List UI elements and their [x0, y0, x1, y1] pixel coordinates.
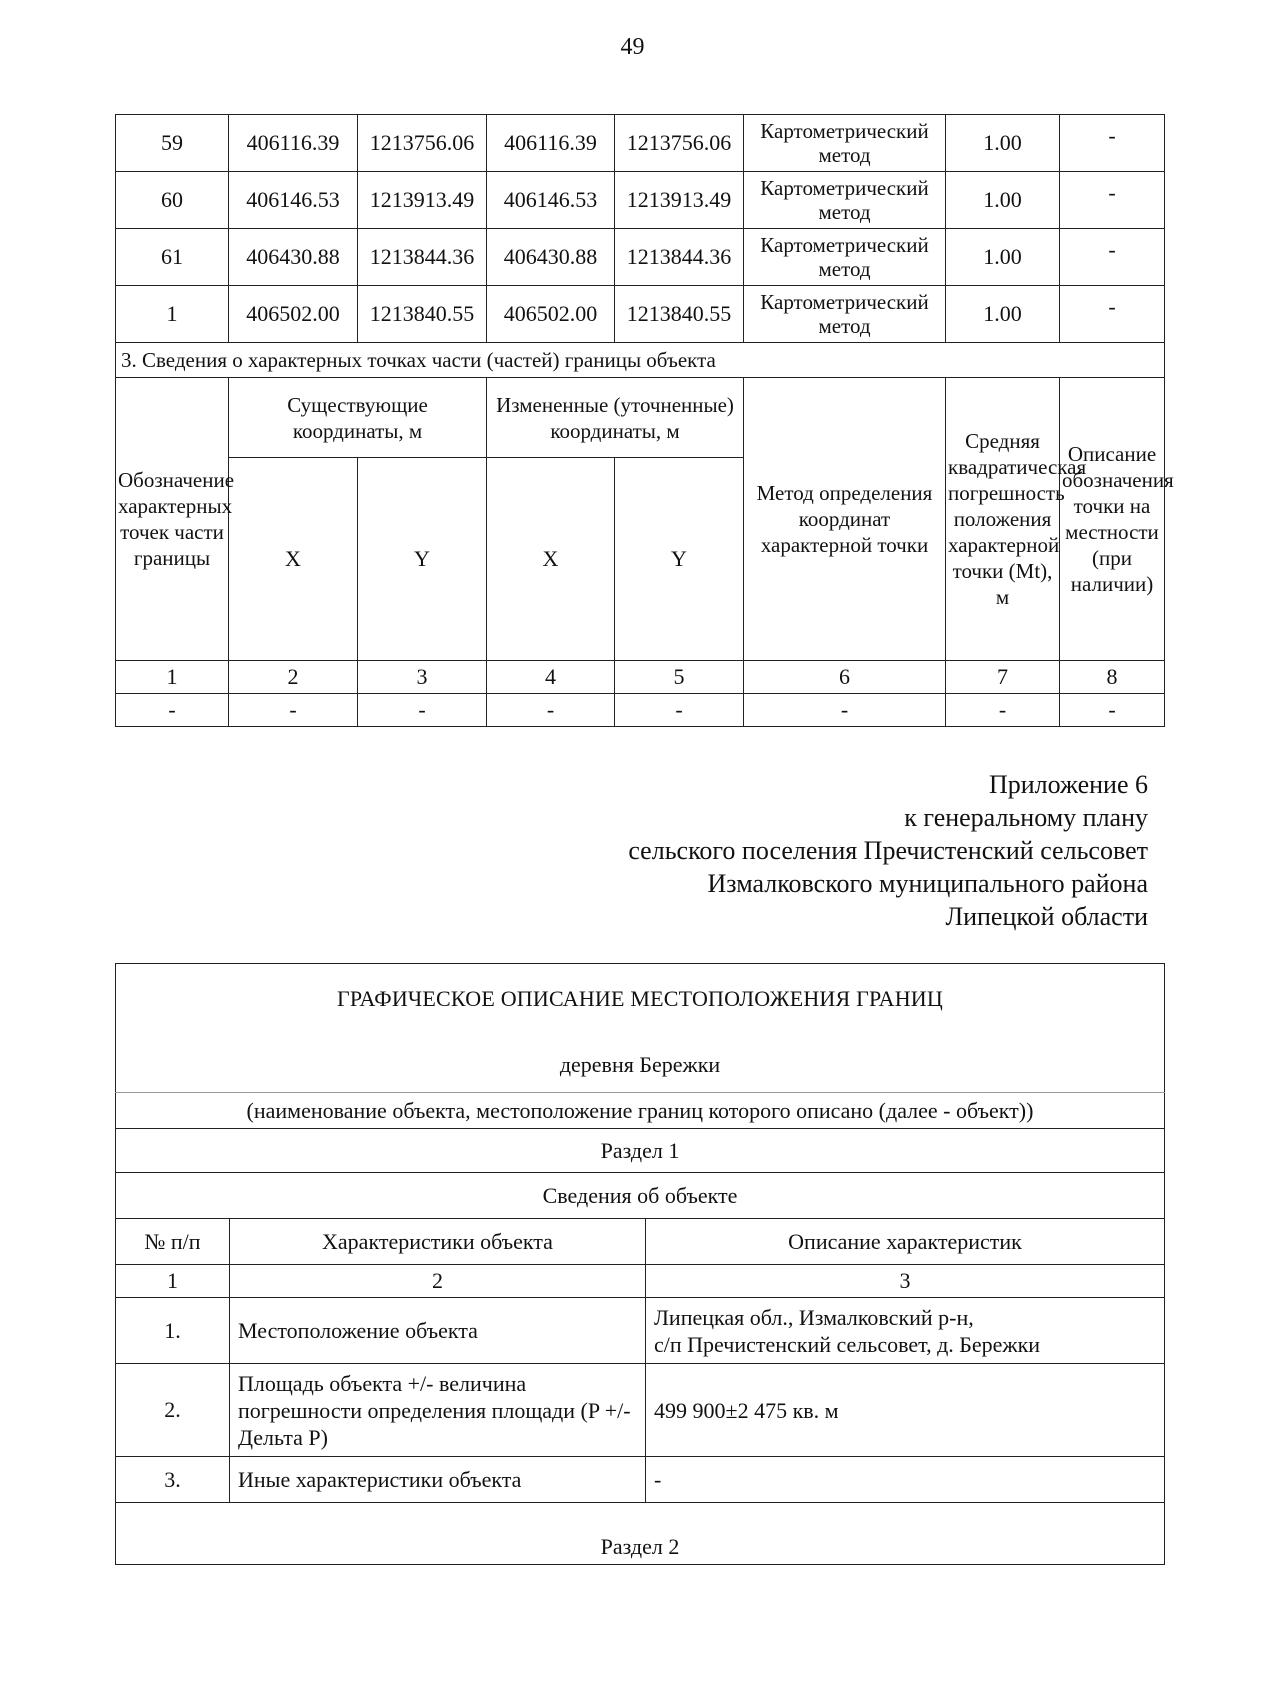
- appendix-line: Измалковского муниципального района: [707, 869, 1148, 898]
- empty-cell: -: [358, 694, 487, 727]
- column-number: 3: [358, 661, 487, 694]
- characteristic: Иные характеристики объекта: [230, 1457, 646, 1503]
- appendix-line: сельского поселения Пречистенский сельсовет: [628, 836, 1148, 865]
- header-existing-y: Y: [358, 458, 487, 661]
- appendix-line: к генеральному плану: [904, 803, 1148, 832]
- point-number: 59: [116, 115, 229, 172]
- characteristic-description: 499 900±2 475 кв. м: [646, 1364, 1165, 1457]
- changed-y: 1213756.06: [615, 115, 744, 172]
- existing-y: 1213756.06: [358, 115, 487, 172]
- header-changed-x: X: [487, 458, 615, 661]
- column-number: 3: [646, 1265, 1165, 1298]
- existing-y: 1213913.49: [358, 172, 487, 229]
- changed-x: 406146.53: [487, 172, 615, 229]
- characteristic-description: -: [646, 1457, 1165, 1503]
- appendix-line: Приложение 6: [988, 770, 1148, 799]
- point-description: -: [1060, 229, 1165, 286]
- empty-cell: -: [744, 694, 946, 727]
- empty-row: [116, 694, 1165, 727]
- header-method: Метод определения координат характерной точки: [744, 378, 946, 661]
- object-name-caption: (наименование объекта, местоположение границ которого описано (далее - объект)): [116, 1093, 1165, 1129]
- table-row: [116, 1457, 1165, 1503]
- existing-y: 1213844.36: [358, 229, 487, 286]
- changed-x: 406116.39: [487, 115, 615, 172]
- empty-cell: -: [946, 694, 1060, 727]
- existing-x: 406502.00: [229, 286, 358, 343]
- characteristic: Площадь объекта +/- величина погрешности определения площади (P +/- Дельта P): [230, 1364, 646, 1457]
- header-description: Описание характеристик: [646, 1219, 1165, 1265]
- point-description: -: [1060, 172, 1165, 229]
- table-row: [116, 286, 1165, 343]
- description-line: с/п Пречистенский сельсовет, д. Бережки: [654, 1331, 1041, 1357]
- row-number: 2.: [116, 1364, 230, 1457]
- empty-cell: -: [1060, 694, 1165, 727]
- column-numbers-row: [116, 661, 1165, 694]
- table-row: [116, 115, 1165, 172]
- empty-cell: -: [229, 694, 358, 727]
- column-numbers-row: [116, 1265, 1165, 1298]
- changed-x: 406430.88: [487, 229, 615, 286]
- changed-y: 1213913.49: [615, 172, 744, 229]
- point-number: 61: [116, 229, 229, 286]
- object-name: деревня Бережки: [559, 1052, 721, 1077]
- point-number: 60: [116, 172, 229, 229]
- coordinates-table: [115, 114, 1174, 727]
- point-description: -: [1060, 115, 1165, 172]
- table-row: [116, 1364, 1165, 1457]
- section-1-title: Сведения об объекте: [116, 1173, 1165, 1219]
- existing-x: 406146.53: [229, 172, 358, 229]
- existing-x: 406430.88: [229, 229, 358, 286]
- header-number: № п/п: [116, 1219, 230, 1265]
- header-existing-coords: Существующие координаты, м: [229, 378, 487, 458]
- section3-title: 3. Сведения о характерных точках части (частей) границы объекта: [116, 343, 1165, 378]
- characteristic: Местоположение объекта: [230, 1298, 646, 1364]
- existing-x: 406116.39: [229, 115, 358, 172]
- empty-cell: -: [615, 694, 744, 727]
- description-line: Липецкая обл., Измалковский р-н,: [654, 1304, 974, 1330]
- empty-cell: -: [487, 694, 615, 727]
- column-number: 4: [487, 661, 615, 694]
- empty-cell: -: [116, 694, 229, 727]
- header-row: [116, 1219, 1165, 1265]
- point-number: 1: [116, 286, 229, 343]
- title-block: [116, 964, 1165, 1093]
- changed-y: 1213840.55: [615, 286, 744, 343]
- mt-value: 1.00: [946, 286, 1060, 343]
- method: Картометрический метод: [744, 286, 946, 343]
- section-2-heading: Раздел 2: [116, 1503, 1165, 1565]
- table-row: [116, 1298, 1165, 1364]
- method: Картометрический метод: [744, 115, 946, 172]
- column-number: 2: [230, 1265, 646, 1298]
- mt-value: 1.00: [946, 229, 1060, 286]
- changed-x: 406502.00: [487, 286, 615, 343]
- method: Картометрический метод: [744, 172, 946, 229]
- mt-value: 1.00: [946, 115, 1060, 172]
- header-changed-y: Y: [615, 458, 744, 661]
- header-mt: Средняя квадратическая погрешность положения характерной точки (Mt), м: [946, 378, 1060, 661]
- header-existing-x: X: [229, 458, 358, 661]
- existing-y: 1213840.55: [358, 286, 487, 343]
- row-number: 3.: [116, 1457, 230, 1503]
- column-number: 1: [116, 1265, 230, 1298]
- header-characteristic: Характеристики объекта: [230, 1219, 646, 1265]
- table-row: [116, 229, 1165, 286]
- column-number: 2: [229, 661, 358, 694]
- characteristic-description: [646, 1298, 1165, 1364]
- table-row: [116, 172, 1165, 229]
- column-number: 8: [1060, 661, 1165, 694]
- mt-value: 1.00: [946, 172, 1060, 229]
- column-number: 1: [116, 661, 229, 694]
- column-number: 5: [615, 661, 744, 694]
- column-number: 6: [744, 661, 946, 694]
- header-point-description: Описание обозначения точки на местности (при наличии): [1060, 378, 1165, 661]
- point-description: -: [1060, 286, 1165, 343]
- header-changed-coords: Измененные (уточненные) координаты, м: [487, 378, 744, 458]
- row-number: 1.: [116, 1298, 230, 1364]
- header-point-designation: Обозначение характерных точек части границы: [116, 378, 229, 661]
- appendix-line: Липецкой области: [945, 902, 1148, 931]
- method: Картометрический метод: [744, 229, 946, 286]
- document-title: ГРАФИЧЕСКОЕ ОПИСАНИЕ МЕСТОПОЛОЖЕНИЯ ГРАНИЦ: [337, 986, 943, 1011]
- page-number: 49: [620, 34, 645, 60]
- changed-y: 1213844.36: [615, 229, 744, 286]
- column-number: 7: [946, 661, 1060, 694]
- graphic-description-table: [115, 963, 1165, 1565]
- section-1-heading: Раздел 1: [116, 1129, 1165, 1173]
- appendix-caption: [628, 768, 1148, 933]
